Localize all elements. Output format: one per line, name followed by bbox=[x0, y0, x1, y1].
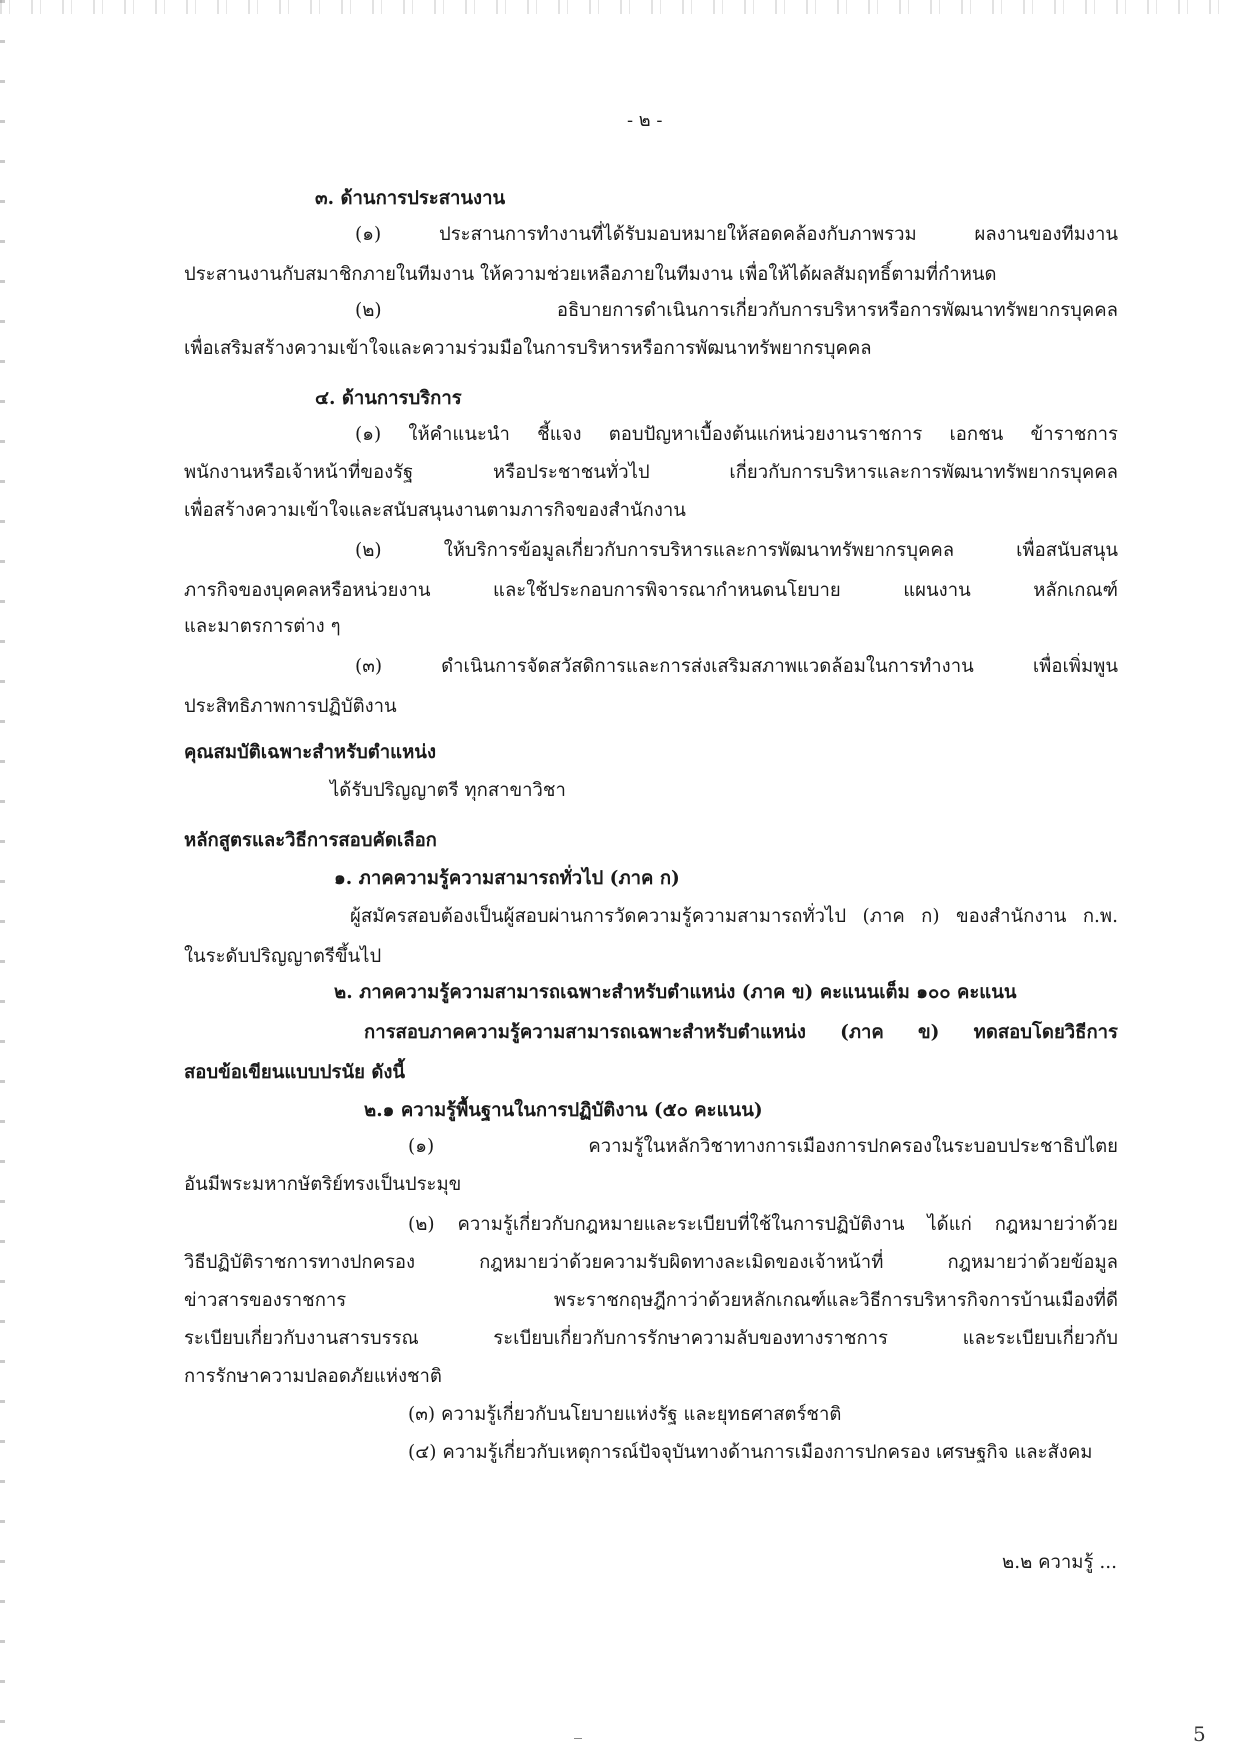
section3-heading: ๓. ด้านการประสานงาน bbox=[315, 188, 506, 209]
section3-item2-line1: (๒) อธิบายการดำเนินการเกี่ยวกับการบริหารหรือการพัฒนาทรัพยากรบุคคล bbox=[355, 300, 1118, 321]
exam-sub21-item1-line1: (๑) ความรู้ในหลักวิชาทางการเมืองการปกครองในระบอบประชาธิปไตย bbox=[408, 1136, 1118, 1157]
exam-sub21-heading: ๒.๑ ความรู้พื้นฐานในการปฏิบัติงาน (๕๐ คะแนน) bbox=[364, 1100, 763, 1121]
exam-sub21-item4-line1: (๔) ความรู้เกี่ยวกับเหตุการณ์ปัจจุบันทางด้านการเมืองการปกครอง เศรษฐกิจ และสังคม bbox=[408, 1442, 1093, 1463]
section3-item1-line1: (๑) ประสานการทำงานที่ได้รับมอบหมายให้สอดคล้องกับภาพรวม ผลงานของทีมงาน bbox=[355, 224, 1118, 245]
section4-item2-line3: และมาตรการต่าง ๆ bbox=[184, 616, 341, 637]
scan-edge-top bbox=[0, 0, 1239, 14]
exam-sub21-item2-line5: การรักษาความปลอดภัยแห่งชาติ bbox=[184, 1366, 442, 1387]
exam-sub21-item2-line4: ระเบียบเกี่ยวกับงานสารบรรณ ระเบียบเกี่ยวกับการรักษาความลับของทางราชการ และระเบียบเกี่ยวกับ bbox=[184, 1328, 1118, 1349]
exam-part1-line2: ในระดับปริญญาตรีขึ้นไป bbox=[184, 946, 382, 967]
scan-edge-left bbox=[0, 0, 5, 1752]
section4-item1-line2: พนักงานหรือเจ้าหน้าที่ของรัฐ หรือประชาชนทั่วไป เกี่ยวกับการบริหารและการพัฒนาทรัพยากรบุคคล bbox=[184, 462, 1118, 483]
page-number: - ๒ - bbox=[627, 110, 663, 131]
section4-item2-line1: (๒) ให้บริการข้อมูลเกี่ยวกับการบริหารและการพัฒนาทรัพยากรบุคคล เพื่อสนับสนุน bbox=[355, 540, 1118, 561]
section4-item3-line2: ประสิทธิภาพการปฏิบัติงาน bbox=[184, 696, 397, 717]
section3-item2-line2: เพื่อเสริมสร้างความเข้าใจและความร่วมมือในการบริหารหรือการพัฒนาทรัพยากรบุคคล bbox=[184, 338, 872, 359]
section4-heading: ๔. ด้านการบริการ bbox=[315, 388, 462, 409]
exam-sub21-item2-line2: วิธีปฏิบัติราชการทางปกครอง กฎหมายว่าด้วยความรับผิดทางละเมิดของเจ้าหน้าที่ กฎหมายว่าด้วยข้อมูล bbox=[184, 1252, 1118, 1273]
exam-part2-heading: ๒. ภาคความรู้ความสามารถเฉพาะสำหรับตำแหน่ง (ภาค ข) คะแนนเต็ม ๑๐๐ คะแนน bbox=[334, 982, 1017, 1003]
exam-sub21-item1-line2: อันมีพระมหากษัตริย์ทรงเป็นประมุข bbox=[184, 1174, 462, 1195]
exam-sub21-item3-line1: (๓) ความรู้เกี่ยวกับนโยบายแห่งรัฐ และยุทธศาสตร์ชาติ bbox=[408, 1404, 842, 1425]
scan-tick-mark bbox=[574, 1738, 582, 1739]
exam-part2-line1: การสอบภาคความรู้ความสามารถเฉพาะสำหรับตำแหน่ง (ภาค ข) ทดสอบโดยวิธีการ bbox=[364, 1022, 1118, 1043]
continuation-text: ๒.๒ ความรู้ ... bbox=[1002, 1552, 1117, 1573]
exam-heading: หลักสูตรและวิธีการสอบคัดเลือก bbox=[184, 830, 437, 851]
section3-item1-line2: ประสานงานกับสมาชิกภายในทีมงาน ให้ความช่วยเหลือภายในทีมงาน เพื่อให้ได้ผลสัมฤทธิ์ตามที่กำหนด bbox=[184, 264, 997, 285]
qualification-text: ได้รับปริญญาตรี ทุกสาขาวิชา bbox=[330, 780, 566, 801]
section4-item1-line3: เพื่อสร้างความเข้าใจและสนับสนุนงานตามภารกิจของสำนักงาน bbox=[184, 500, 686, 521]
exam-sub21-item2-line1: (๒) ความรู้เกี่ยวกับกฎหมายและระเบียบที่ใช้ในการปฏิบัติงาน ได้แก่ กฎหมายว่าด้วย bbox=[408, 1214, 1118, 1235]
corner-mark: 5 bbox=[1193, 1722, 1206, 1746]
section4-item2-line2: ภารกิจของบุคคลหรือหน่วยงาน และใช้ประกอบการพิจารณากำหนดนโยบาย แผนงาน หลักเกณฑ์ bbox=[184, 580, 1118, 601]
section4-item1-line1: (๑) ให้คำแนะนำ ชี้แจง ตอบปัญหาเบื้องต้นแก่หน่วยงานราชการ เอกชน ข้าราชการ bbox=[355, 424, 1118, 445]
exam-part1-line1: ผู้สมัครสอบต้องเป็นผู้สอบผ่านการวัดความรู้ความสามารถทั่วไป (ภาค ก) ของสำนักงาน ก.พ. bbox=[350, 906, 1118, 927]
exam-sub21-item2-line3: ข่าวสารของราชการ พระราชกฤษฎีกาว่าด้วยหลักเกณฑ์และวิธีการบริหารกิจการบ้านเมืองที่ดี bbox=[184, 1290, 1118, 1311]
exam-part1-heading: ๑. ภาคความรู้ความสามารถทั่วไป (ภาค ก) bbox=[334, 868, 680, 889]
exam-part2-line2: สอบข้อเขียนแบบปรนัย ดังนี้ bbox=[184, 1062, 406, 1083]
section4-item3-line1: (๓) ดำเนินการจัดสวัสดิการและการส่งเสริมสภาพแวดล้อมในการทำงาน เพื่อเพิ่มพูน bbox=[355, 656, 1118, 677]
qualification-heading: คุณสมบัติเฉพาะสำหรับตำแหน่ง bbox=[184, 742, 436, 763]
